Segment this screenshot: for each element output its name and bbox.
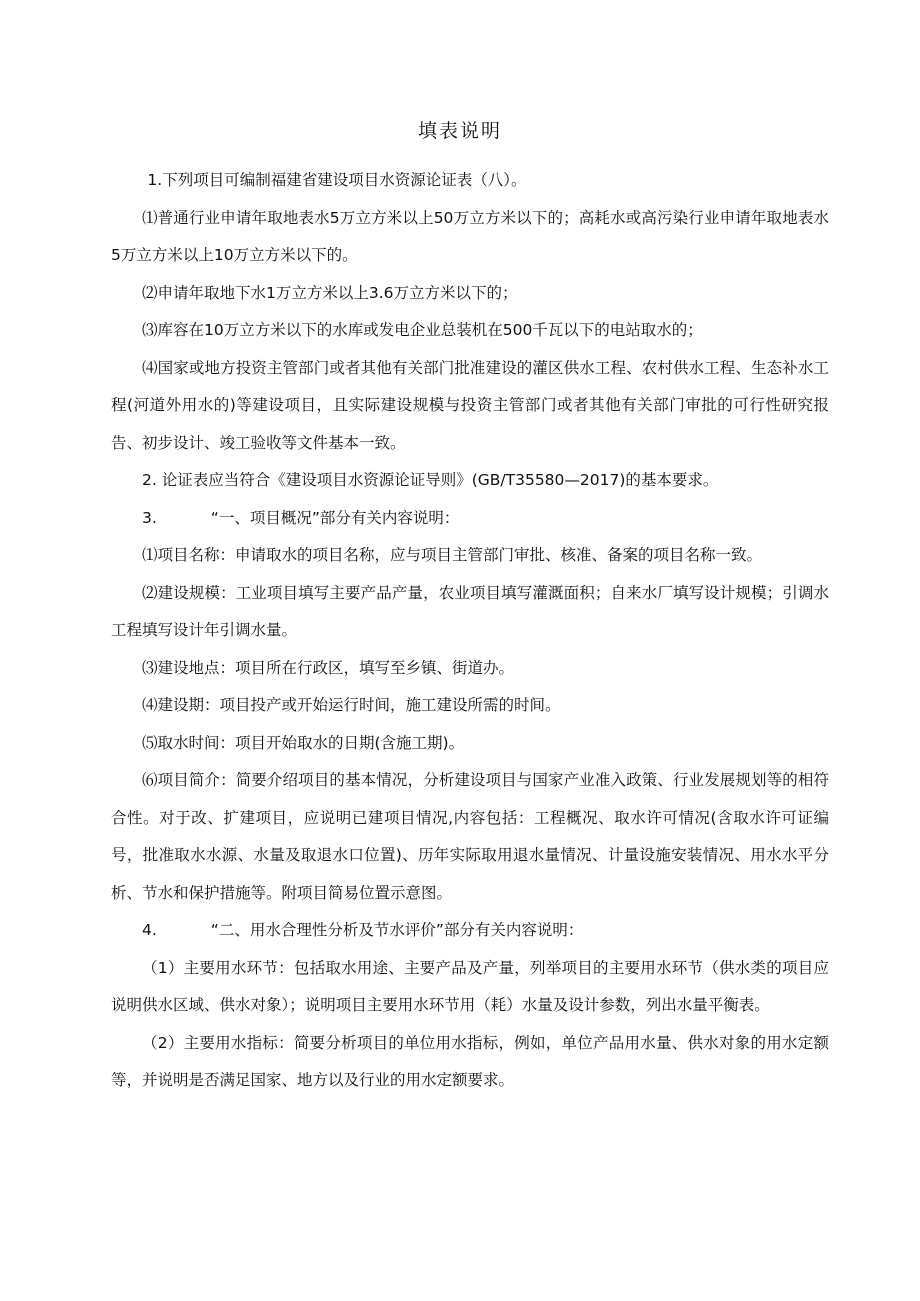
section-4-number: 4. [142, 921, 157, 939]
paragraph-1-4: ⑷国家或地方投资主管部门或者其他有关部门批准建设的灌区供水工程、农村供水工程、生态补水工程(河道外用水的)等建设项目，且实际建设规模与投资主管部门或者其他有关部门审批的可行性研究报告、初步设计、竣工验收等文件基本一致。 [111, 358, 829, 452]
paragraph-3-1: ⑴项目名称：申请取水的项目名称，应与项目主管部门审批、核准、备案的项目名称一致。 [142, 546, 763, 564]
paragraph-3-2: ⑵建设规模：工业项目填写主要产品产量，农业项目填写灌溉面积；自来水厂填写设计规模；引调水工程填写设计年引调水量。 [111, 583, 829, 639]
paragraph-1-2: ⑵申请年取地下水1万立方米以上3.6万立方米以下的； [142, 283, 518, 302]
section-4-heading: “二、用水合理性分析及节水评价”部分有关内容说明： [210, 921, 584, 939]
paragraph-1: 1.下列项目可编制福建省建设项目水资源论证表（八）。 [147, 171, 527, 189]
paragraph-1-1: ⑴普通行业申请年取地表水5万立方米以上50万立方米以下的；高耗水或高污染行业申请年取地表水5万立方米以上10万立方米以下的。 [111, 208, 829, 264]
paragraph-3-5: ⑸取水时间：项目开始取水的日期(含施工期)。 [142, 733, 465, 752]
paragraph-3-6: ⑹项目简介：简要介绍项目的基本情况，分析建设项目与国家产业准入政策、行业发展规划等的相符合性。对于改、扩建项目，应说明已建项目情况,内容包括：工程概况、取水许可情况(含取水许可证编号，批准取水水源、水量及取退水口位置)、历年实际取用退水量情况、计量设施安装情况、用水水平分析、节水和保护措施等。附项目简易位置示意图。 [111, 771, 829, 902]
document-body [111, 162, 829, 1100]
paragraph-3-3: ⑶建设地点：项目所在行政区，填写至乡镇、街道办。 [142, 658, 515, 677]
paragraph-1-3: ⑶库容在10万立方米以下的水库或发电企业总装机在500千瓦以下的电站取水的； [142, 321, 703, 339]
section-3-number: 3. [142, 508, 157, 527]
paragraph-4-1: （1）主要用水环节：包括取水用途、主要产品及产量，列举项目的主要用水环节（供水类的项目应说明供水区域、供水对象）；说明项目主要用水环节用（耗）水量及设计参数，列出水量平衡表。 [111, 958, 829, 1014]
paragraph-4 [111, 912, 829, 950]
section-3-heading: “一、项目概况”部分有关内容说明： [210, 508, 460, 527]
paragraph-2: 2. 论证表应当符合《建设项目水资源论证导则》(GB/T35580—2017)的基本要求。 [142, 471, 719, 489]
paragraph-4-2: （2）主要用水指标：简要分析项目的单位用水指标，例如，单位产品用水量、供水对象的用水定额等，并说明是否满足国家、地方以及行业的用水定额要求。 [111, 1033, 829, 1089]
paragraph-3 [111, 500, 829, 538]
page-title: 填表说明 [417, 120, 502, 142]
paragraph-3-4: ⑷建设期：项目投产或开始运行时间，施工建设所需的时间。 [142, 696, 561, 714]
